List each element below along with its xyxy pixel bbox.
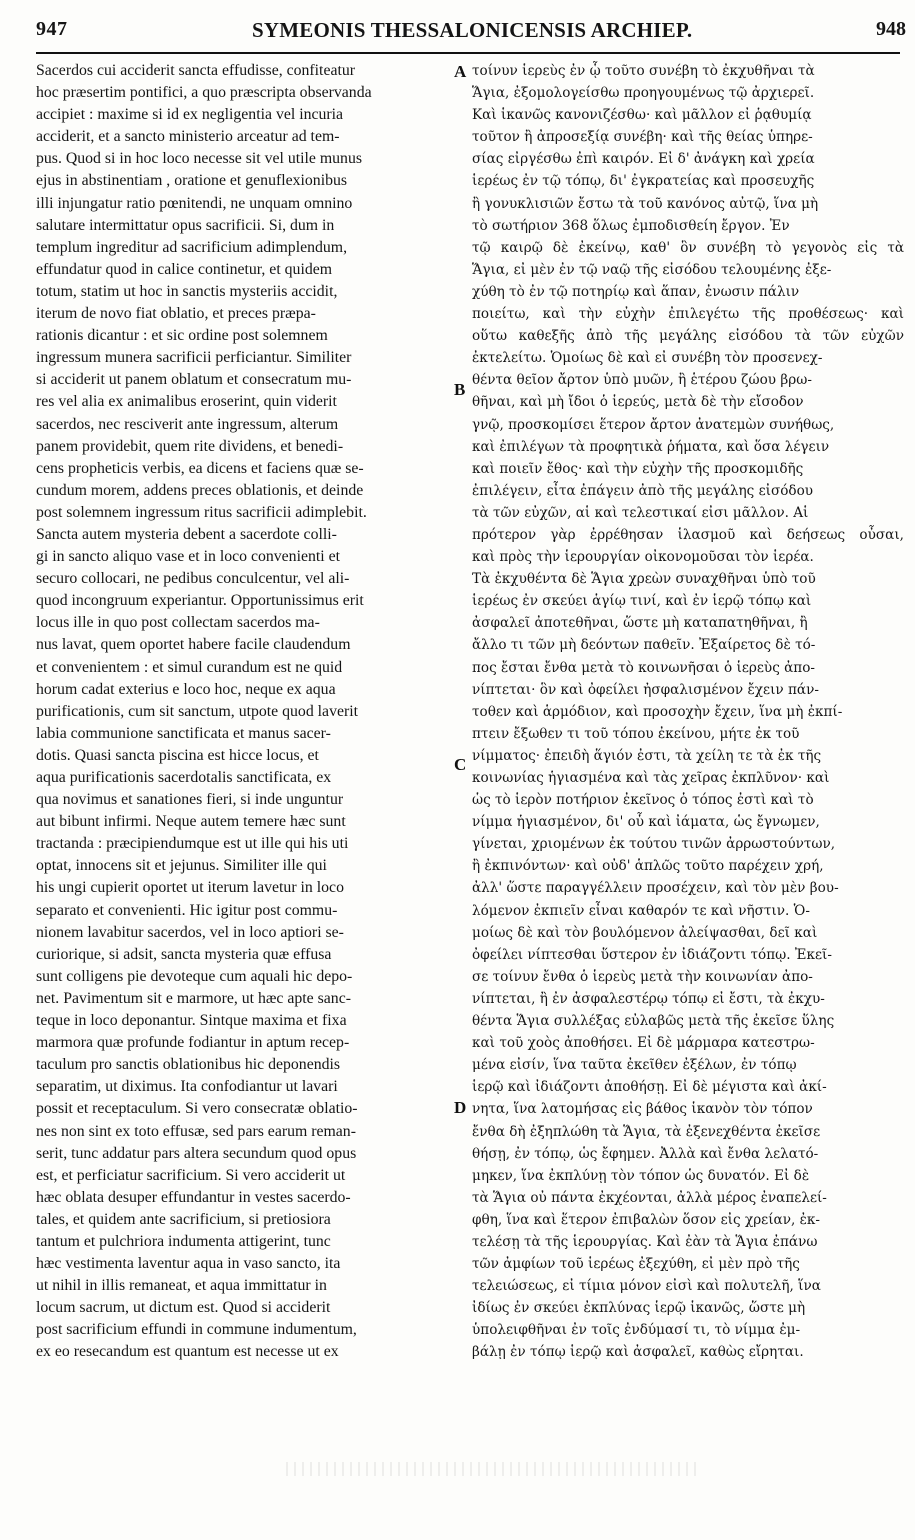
latin-line: tantum et pulchriora indumenta attigerint, tunc: [36, 1232, 331, 1250]
greek-line: σε τοίνυν ἔνθα ὁ ἱερεὺς μετὰ τὴν κοινωνίαν ἀπο-: [472, 968, 813, 985]
latin-line: panem providebit, quem rite dividens, et benedi-: [36, 437, 344, 455]
greek-column: [472, 60, 904, 1364]
greek-line: ἢ ἐκπινόντων· καὶ οὐδ' ἁπλῶς τοῦτο παρέχειν χρή,: [472, 858, 824, 875]
greek-line: χύθη τὸ ἐν τῷ ποτηρίῳ καὶ ἅπαν, ἐνωσιν πάλιν: [472, 283, 800, 300]
latin-line: net. Pavimentum sit e marmore, ut hæc apte sanc-: [36, 989, 351, 1007]
latin-line: et convenientem : et simul curandum est ne quid: [36, 658, 343, 676]
greek-line: ἔνθα δὴ ἐξηπλώθη τὰ Ἅγια, τὰ ἐξενεχθέντα ἐκεῖσε: [472, 1123, 821, 1140]
latin-line: gi in sancto aliquo vase et in loco convenienti et: [36, 548, 341, 566]
latin-line: curiorique, si adsit, sancta mysteria quæ effusa: [36, 945, 332, 963]
latin-line: cens propheticis verbis, ea dicens et faciens quæ se-: [36, 459, 364, 477]
latin-line: rationis dicantur : et sic ordine post solemnem: [36, 327, 328, 345]
greek-line: νητα, ἵνα λατομήσας εἰς βάθος ἱκανὸν τὸν τόπον: [472, 1101, 813, 1118]
latin-line: ingressum munera sacrificii perficiantur. Similiter: [36, 349, 352, 367]
latin-line: ex eo resecandum est quantum est necesse ut ex: [36, 1343, 339, 1361]
latin-line: taculum pro sanctis oblationibus hic deponendis: [36, 1056, 341, 1074]
greek-line: καὶ πρὸς τὴν ἱερουργίαν οἰκονομοῦσαι τὸν ἱερέα.: [472, 549, 814, 566]
greek-line: Ἅγια, εἰ μὲν ἐν τῷ ναῷ τῆς εἰσόδου τελουμένης ἐξε-: [472, 261, 832, 278]
latin-line: purificationis, cum sit sanctum, utpote quod laverit: [36, 702, 359, 720]
greek-line: κοινωνίας ἡγιασμένα καὶ τὰς χεῖρας ἐκπλῦνον· καὶ: [472, 770, 830, 786]
greek-line: νίμμα ἡγιασμένον, δι' οὗ καὶ ἰάματα, ὡς ἔγνωμεν,: [472, 814, 820, 831]
greek-line: ὑπολειφθῆναι ἐν τοῖς ἐνδύμασί τι, τὸ νίμμα ἐμ-: [472, 1322, 801, 1339]
latin-line: sunt colligens pie devoteque cum aquali hic depo-: [36, 967, 353, 985]
greek-line: νίπτεται· ὃν καὶ ὀφείλει ἠσφαλισμένον ἔχειν πάν-: [472, 681, 819, 698]
greek-line: ἀλλ' ὥστε παραγγέλλειν προσέχειν, καὶ τὸν μὲν βου-: [472, 880, 839, 897]
greek-line: ἐπιλέγειν, εἶτα ἐπάγειν ἀπὸ τῆς μεγάλης εἰσόδου: [472, 482, 814, 499]
greek-line: τελειώσεως, εἰ τίμια μόνον εἰσὶ καὶ πολυτελῆ, ἵνα: [472, 1278, 821, 1295]
latin-line: pus. Quod si in hoc loco necesse sit vel utile munus: [36, 150, 362, 168]
latin-line: tractanda : præcipiendumque est ut ille qui his uti: [36, 835, 349, 853]
greek-line: καὶ ποιεῖν ἔθος· καὶ τὴν εὐχὴν τῆς προσκομιδῆς: [472, 460, 804, 477]
greek-line: τὰ Ἅγια οὐ πάντα ἐκχέονται, ἀλλὰ μέρος ἐναπελεί-: [472, 1189, 827, 1206]
greek-line: Ἅγια, ἐξομολογείσθω προηγουμένως τῷ ἀρχιερεῖ.: [472, 85, 815, 102]
greek-line: πτειν ἔξωθεν τι τοῦ τόπου ἐκείνου, μήτε ἐκ τοῦ: [472, 725, 800, 742]
page-number-right: 948: [876, 18, 906, 40]
page-header: [36, 18, 906, 54]
latin-line: res vel alia ex animalibus eroserint, quin viderit: [36, 393, 337, 411]
latin-line: hæc oblata desuper effundantur in vestes sacerdo-: [36, 1188, 351, 1206]
latin-line: tales, et quidem ante sacrificium, si pretiosiora: [36, 1210, 331, 1228]
latin-line: nes non sint ex toto effusæ, sed pars earum reman-: [36, 1122, 356, 1140]
greek-line: ἢ γονυκλισιῶν ἔστω τὰ τοῦ κανόνος αὐτῷ, ἵνα μὴ: [472, 195, 819, 212]
latin-line: hoc præsertim pontifici, a quo præscripta observanda: [36, 84, 372, 102]
header-rule: [36, 52, 900, 54]
greek-line: θῆναι, καὶ μὴ ἴδοι ὁ ἱερεύς, μετὰ δὲ τὴν εἴσοδον: [472, 394, 804, 411]
latin-column: [36, 60, 448, 1364]
greek-line: βάλῃ ἐν τόπῳ ἱερῷ καὶ ἀσφαλεῖ, καθὼς εἴρηται.: [472, 1344, 804, 1361]
latin-line: marmora quæ profunde fodiantur in aptum recep-: [36, 1034, 350, 1052]
greek-line: γίνεται, χριομένων ἐκ τούτου τινῶν ἀρρωστούντων,: [472, 836, 836, 853]
greek-line: τελέσῃ τὰ τῆς ἱερουργίας. Καὶ ἐὰν τὰ Ἅγια ἐπάνω: [472, 1233, 818, 1250]
latin-line: post sacrificium effundi in commune indumentum,: [36, 1321, 357, 1339]
greek-line: οὕτω καθεξῆς ἀπὸ τῆς μεγάλης εἰσόδου τὰ τῶν εὐχῶν: [472, 328, 904, 345]
latin-line: serit, tunc addatur pars altera secundum quod opus: [36, 1144, 357, 1162]
greek-line: τοίνυν ἱερεὺς ἐν ᾧ τοῦτο συνέβη τὸ ἐκχυθῆναι τὰ: [472, 63, 815, 79]
latin-line: Sacerdos cui acciderit sancta effudisse, confiteatur: [36, 62, 356, 79]
latin-line: cundum morem, addens preces oblationis, et deinde: [36, 481, 364, 499]
latin-line: nus lavat, quem oportet habere facile claudendum: [36, 636, 351, 654]
greek-line: τῷ καιρῷ δὲ ἐκείνῳ, καθ' ὃν συνέβη τὸ γεγονὸς εἰς τὰ: [472, 239, 904, 256]
latin-line: est, et perficiatur sacrificium. Si vero acciderit ut: [36, 1166, 346, 1184]
latin-line: quod incongruum experiantur. Opportunissimus erit: [36, 592, 364, 610]
latin-line: locum sacrum, ut dictum est. Quod si acciderit: [36, 1299, 331, 1317]
greek-line: θέντα θεῖον ἄρτον ὑπὸ μυῶν, ἢ ἑτέρου ζώου βρω-: [472, 372, 812, 389]
latin-line: salutare intermittatur opus sacrificii. Si, dum in: [36, 216, 335, 234]
latin-line: dotis. Quasi sancta piscina est hicce locus, et: [36, 746, 319, 764]
latin-line: separato et convenienti. Hic igitur post commu-: [36, 901, 338, 919]
greek-line: θέντα Ἅγια συλλέξας εὐλαβῶς μετὰ τῆς ἐκεῖσε ὕλης: [472, 1013, 835, 1030]
greek-line: ποιείτω, καὶ τὴν εὐχὴν ἐπιλεγέτω τῆς προθέσεως· καὶ: [472, 306, 904, 323]
latin-line: si acciderit ut panem oblatum et consecratum mu-: [36, 371, 352, 389]
greek-line: τοθεν καὶ ἁρμόδιον, καὶ προσοχὴν ἔχειν, ἵνα μὴ ἐκπί-: [472, 703, 843, 720]
latin-line: optat, innocens sit et jejunus. Similiter ille qui: [36, 857, 327, 875]
margin-marker-a: A: [454, 62, 467, 81]
greek-line: σίας εἰργέσθω ἐπὶ καιρόν. Εἰ δ' ἀνάγκη καὶ χρεία: [472, 151, 815, 168]
latin-line: totum, statim ut hoc in sanctis mysteriis accidit,: [36, 282, 338, 300]
greek-line: καὶ τοῦ χοὸς ἀποθήσει. Εἰ δὲ μάρμαρα κατεστρω-: [472, 1035, 815, 1052]
margin-marker-b: B: [454, 380, 466, 399]
greek-line: ἱερῷ καὶ ἰδιάζοντι ἀποθήσῃ. Εἰ δὲ μέγιστα καὶ ἀκί-: [472, 1079, 827, 1096]
latin-line: ejus in abstinentiam , oratione et genuflexionibus: [36, 172, 348, 190]
greek-line: τὸ σωτήριον 368 ὅλως ἐμποδισθείη ἔργον. Ἐν: [472, 217, 790, 234]
latin-line: labia communione sanctificata et manus sacer-: [36, 724, 331, 742]
greek-line: τῶν ἀμφίων τοῦ ἱερέως ἐξεχύθη, εἰ μὲν πρὸ τῆς: [472, 1256, 800, 1273]
greek-line: μένα εἰσίν, ἵνα ταῦτα ἐκεῖθεν ἐξέλων, ἐν τόπῳ: [472, 1057, 797, 1074]
greek-line: ὀφείλει νίπτεσθαι ὕστερον ἐν ἰδιάζοντι τόπῳ. Ἐκεῖ-: [472, 946, 832, 963]
latin-line: aut bibunt infirmi. Neque autem temere hæc sunt: [36, 813, 346, 831]
greek-line: γνῷ, προσκομίσει ἕτερον ἄρτον ἀνατεμὼν συνήθως,: [472, 416, 835, 433]
greek-line: νίμματος· ἐπειδὴ ἅγιόν ἐστι, τὰ χείλη τε τὰ ἐκ τῆς: [472, 747, 822, 764]
greek-line: Καὶ ἱκανῶς κανονιζέσθω· καὶ μᾶλλον εἰ ῥᾳθυμίᾳ: [472, 107, 812, 124]
greek-line: ἄλλο τι τῶν μὴ δεόντων παθεῖν. Ἐξαίρετος δὲ τό-: [472, 637, 816, 654]
latin-line: possit et receptaculum. Si vero consecratæ oblatio-: [36, 1100, 358, 1118]
latin-line: sacerdos, nec resciverit ante ingressum, alterum: [36, 415, 339, 433]
latin-line: his ungi cupierit oportet ut iterum lavetur in loco: [36, 879, 344, 897]
greek-line: Τὰ ἐκχυθέντα δὲ Ἅγια χρεὼν συναχθῆναι ὑπὸ τοῦ: [472, 571, 816, 588]
latin-line: teque in loco deponantur. Sintque maxima et fixa: [36, 1012, 347, 1030]
greek-line: τὰ τῶν εὐχῶν, αἱ καὶ τελεστικαί εἰσι μᾶλλον. Αἱ: [472, 504, 809, 521]
greek-line: καὶ ἐπιλέγων τὰ προφητικὰ ῥήματα, καὶ ὅσα λέγειν: [472, 438, 830, 455]
latin-line: illi injungatur ratio pœnitendi, ne unquam omnino: [36, 194, 353, 212]
latin-line: hæc vestimenta laventur aqua in vaso sancto, ita: [36, 1255, 341, 1273]
page-number-left: 947: [36, 18, 68, 40]
greek-line: μοίως δὲ καὶ τὸν βουλόμενον ἀλείψασθαι, δεῖ καὶ: [472, 924, 818, 941]
margin-marker-c: C: [454, 755, 467, 774]
greek-line: ὡς τὸ ἱερὸν ποτήριον ἐκεῖνος ὁ τόπος ἐστὶ καὶ τὸ: [472, 792, 814, 809]
greek-line: λόμενον ἐκπιεῖν εἶναι καθαρόν τε καὶ νῆστιν. Ὁ-: [472, 902, 810, 919]
latin-line: securo collocari, ne pedibus conculcentur, vel ali-: [36, 570, 350, 588]
running-title: SYMEONIS THESSALONICENSIS ARCHIEP.: [252, 18, 693, 42]
greek-line: τοῦτον ἢ ἀπροσεξίᾳ συνέβη· καὶ τῆς θείας ὑπηρε-: [472, 129, 813, 146]
greek-line: θήσῃ, ἐν τόπῳ, ὡς ἔφημεν. Ἀλλὰ καὶ ἔνθα λελατό-: [472, 1145, 819, 1162]
latin-line: aqua purificationis sacerdotalis sanctificata, ex: [36, 769, 332, 786]
scan-noise: [280, 1462, 700, 1476]
margin-marker-d: D: [454, 1098, 467, 1117]
greek-line: ἰδίως ἐν σκεύει ἐκπλύνας ἱερῷ ἱκανῶς, ὥστε μὴ: [472, 1300, 806, 1317]
latin-line: accipiet : maxime si id ex negligentia vel incuria: [36, 106, 344, 124]
greek-line: φθη, ἵνα καὶ ἕτερον ἐπιβαλὼν ὅσον εἰς χρείαν, ἐκ-: [472, 1211, 821, 1228]
greek-line: ἱερέως ἐν σκεύει ἁγίῳ τινί, καὶ ἐν ἱερῷ τόπῳ καὶ: [472, 593, 812, 610]
latin-line: qua novimus et sanationes fieri, si inde unguntur: [36, 791, 344, 809]
greek-line: νίπτεται, ἢ ἐν ἀσφαλεστέρῳ τόπῳ εἰ ἔστι, τὰ ἐκχυ-: [472, 990, 825, 1007]
latin-line: Sancta autem mysteria debent a sacerdote colli-: [36, 525, 337, 543]
greek-line: πος ἔσται ἔνθα μετὰ τὸ κοινωνῆσαι ὁ ἱερεὺς ἀπο-: [472, 659, 816, 676]
latin-line: templum ingreditur ad sacrificium adimplendum,: [36, 238, 348, 256]
latin-line: separatim, ut diximus. Ita confodiantur ut lavari: [36, 1078, 338, 1096]
greek-line: μηκεν, ἵνα ἐκπλύνῃ τὸν τόπον ὡς δυνατόν. Εἰ δὲ: [472, 1167, 810, 1184]
latin-line: locus ille in quo post collectam sacerdos ma-: [36, 614, 320, 632]
latin-line: horum cadat exterius e loco hoc, neque ex aqua: [36, 680, 336, 698]
latin-line: acciderit, et a sancto ministerio arceatur ad tem-: [36, 128, 340, 146]
greek-line: ἱερέως ἐν τῷ τόπῳ, δι' ἐγκρατείας καὶ προσευχῆς: [472, 173, 815, 190]
latin-line: nionem lavabitur sacerdos, vel in loco aptiori se-: [36, 923, 344, 941]
greek-line: ἐκτελείτω. Ὁμοίως δὲ καὶ εἰ συνέβη τὸν προσενεχ-: [472, 350, 823, 367]
latin-line: ut nihil in illis remaneat, et aqua immittatur in: [36, 1277, 327, 1295]
latin-line: post solemnem ingressum ritus sacrificii adimplebit.: [36, 503, 367, 521]
greek-line: ἀσφαλεῖ ἀποτεθῆναι, ὥστε μὴ καταπατηθῆναι, ἢ: [472, 615, 808, 632]
greek-line: πρότερον γὰρ ἐρρέθησαν ἱλασμοῦ καὶ δεήσεως οὖσαι,: [472, 526, 904, 543]
latin-line: effundatur quod in calice continetur, et quidem: [36, 260, 333, 278]
latin-line: iterum de novo fiat oblatio, et preces præpa-: [36, 305, 316, 323]
